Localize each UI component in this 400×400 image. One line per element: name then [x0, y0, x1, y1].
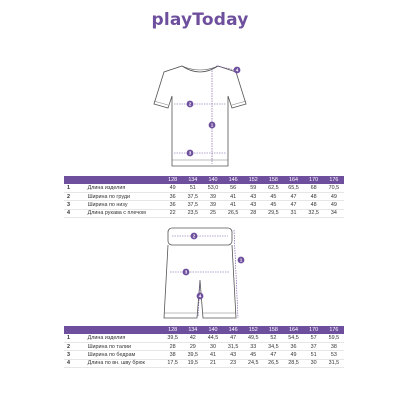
cell: 65,5 — [283, 184, 303, 192]
cell: 24,5 — [243, 359, 263, 367]
shorts-marker-3 — [183, 269, 190, 276]
cell: 31,5 — [223, 342, 243, 350]
cell: 36 — [283, 342, 303, 350]
cell: 54,5 — [283, 334, 303, 342]
shorts-figure — [0, 220, 400, 324]
tshirt-marker-3 — [187, 150, 194, 157]
cell: 26,5 — [223, 209, 243, 217]
cell: 49 — [324, 192, 344, 200]
tshirt-size-table — [64, 176, 344, 218]
row-label: Длина по вн. шву брюк — [88, 359, 163, 367]
cell: 47 — [223, 334, 243, 342]
cell: 41 — [223, 201, 243, 209]
tshirt-marker-1 — [209, 122, 216, 129]
table-row — [64, 184, 344, 192]
cell: 26,5 — [263, 359, 283, 367]
cell: 57 — [304, 334, 324, 342]
cell: 39,5 — [183, 351, 203, 359]
table-row — [64, 334, 344, 342]
size-header: 164 — [283, 326, 303, 334]
tshirt-table-header — [64, 176, 344, 184]
cell: 51 — [304, 351, 324, 359]
svg-text:2: 2 — [192, 233, 196, 239]
svg-text:2: 2 — [188, 101, 192, 107]
size-header: 158 — [263, 176, 283, 184]
cell: 38 — [324, 342, 344, 350]
cell: 29,5 — [263, 209, 283, 217]
table-row — [64, 359, 344, 367]
cell: 53,0 — [203, 184, 223, 192]
tshirt-figure — [0, 52, 400, 170]
cell: 31 — [283, 209, 303, 217]
cell: 43 — [243, 192, 263, 200]
cell: 19,5 — [183, 359, 203, 367]
cell: 33 — [243, 342, 263, 350]
table-row — [64, 201, 344, 209]
shorts-outline — [164, 245, 236, 318]
svg-text:1: 1 — [210, 122, 214, 128]
shorts-length-line — [234, 230, 238, 318]
size-header: 146 — [223, 176, 243, 184]
cell: 43 — [243, 201, 263, 209]
shorts-size-table — [64, 326, 344, 368]
row-number: 2 — [64, 192, 88, 200]
cell: 44,5 — [203, 334, 223, 342]
cell: 29 — [183, 342, 203, 350]
cell: 43 — [223, 351, 243, 359]
cell: 37,5 — [183, 192, 203, 200]
cell: 52 — [263, 334, 283, 342]
cell: 39,5 — [163, 334, 183, 342]
cell: 47 — [263, 351, 283, 359]
size-header: 134 — [183, 326, 203, 334]
size-header: 176 — [324, 176, 344, 184]
cell: 45 — [263, 201, 283, 209]
table-row — [64, 351, 344, 359]
size-header: 152 — [243, 176, 263, 184]
cell: 42 — [183, 334, 203, 342]
cell: 21 — [203, 359, 223, 367]
cell: 22 — [163, 209, 183, 217]
row-label: Длина изделия — [88, 334, 163, 342]
cell: 62,5 — [263, 184, 283, 192]
shorts-marker-4 — [197, 293, 204, 300]
size-header: 170 — [304, 326, 324, 334]
cell: 49,5 — [243, 334, 263, 342]
cell: 23 — [223, 359, 243, 367]
cell: 32,5 — [304, 209, 324, 217]
svg-text:4: 4 — [235, 67, 239, 73]
cell: 28 — [163, 342, 183, 350]
cell: 34,5 — [263, 342, 283, 350]
row-number: 3 — [64, 351, 88, 359]
cell: 47 — [283, 192, 303, 200]
size-header: 128 — [163, 326, 183, 334]
row-number: 2 — [64, 342, 88, 350]
cell: 49 — [163, 184, 183, 192]
tshirt-marker-2 — [187, 101, 194, 108]
size-header: 140 — [203, 326, 223, 334]
row-label: Ширина по груди — [88, 192, 163, 200]
tshirt-marker-4 — [234, 67, 241, 74]
size-header: 128 — [163, 176, 183, 184]
row-label: Ширина по низу — [88, 201, 163, 209]
table-row — [64, 342, 344, 350]
size-header: 158 — [263, 326, 283, 334]
cell: 41 — [203, 351, 223, 359]
size-header: 134 — [183, 176, 203, 184]
cell: 23,5 — [183, 209, 203, 217]
cell: 30 — [304, 359, 324, 367]
svg-text:1: 1 — [239, 257, 243, 263]
cell: 38 — [163, 351, 183, 359]
cell: 41 — [223, 192, 243, 200]
shorts-marker-2 — [191, 233, 198, 240]
svg-text:4: 4 — [198, 293, 202, 299]
svg-text:3: 3 — [188, 150, 192, 156]
svg-text:3: 3 — [184, 269, 188, 275]
size-header: 176 — [324, 326, 344, 334]
cell: 45 — [263, 192, 283, 200]
cell: 59,5 — [324, 334, 344, 342]
row-number: 1 — [64, 184, 88, 192]
cell: 49 — [324, 201, 344, 209]
brand-logo: playToday — [151, 10, 249, 30]
size-header: 170 — [304, 176, 324, 184]
shorts-drawing — [0, 220, 400, 324]
tshirt-sleeve-line — [216, 66, 236, 70]
table-row — [64, 192, 344, 200]
cell: 53 — [324, 351, 344, 359]
table-row — [64, 209, 344, 217]
size-header: 146 — [223, 326, 243, 334]
row-number: 4 — [64, 359, 88, 367]
cell: 36 — [163, 201, 183, 209]
size-header: 152 — [243, 326, 263, 334]
cell: 47 — [283, 201, 303, 209]
shorts-waistband — [168, 228, 232, 245]
cell: 37 — [304, 342, 324, 350]
shorts-table-header — [64, 326, 344, 334]
cell: 48 — [304, 201, 324, 209]
row-label: Ширина по талии — [88, 342, 163, 350]
cell: 51 — [183, 184, 203, 192]
row-label: Ширина по бедрам — [88, 351, 163, 359]
shorts-marker-1 — [238, 257, 245, 264]
row-number: 1 — [64, 334, 88, 342]
cell: 30 — [203, 342, 223, 350]
size-header: 140 — [203, 176, 223, 184]
cell: 39 — [203, 192, 223, 200]
cell: 49 — [283, 351, 303, 359]
row-number: 4 — [64, 209, 88, 217]
cell: 37,5 — [183, 201, 203, 209]
cell: 28,5 — [283, 359, 303, 367]
cell: 31,5 — [324, 359, 344, 367]
size-header: 164 — [283, 176, 303, 184]
cell: 17,5 — [163, 359, 183, 367]
cell: 45 — [243, 351, 263, 359]
cell: 68 — [304, 184, 324, 192]
cell: 48 — [304, 192, 324, 200]
tshirt-drawing — [0, 52, 400, 170]
cell: 36 — [163, 192, 183, 200]
cell: 28 — [243, 209, 263, 217]
cell: 70,5 — [324, 184, 344, 192]
cell: 39 — [203, 201, 223, 209]
cell: 25 — [203, 209, 223, 217]
row-label: Длина изделия — [88, 184, 163, 192]
cell: 56 — [223, 184, 243, 192]
tshirt-outline — [154, 66, 246, 166]
cell: 59 — [243, 184, 263, 192]
cell: 34 — [324, 209, 344, 217]
row-number: 3 — [64, 201, 88, 209]
row-label: Длина рукава с плечом — [88, 209, 163, 217]
